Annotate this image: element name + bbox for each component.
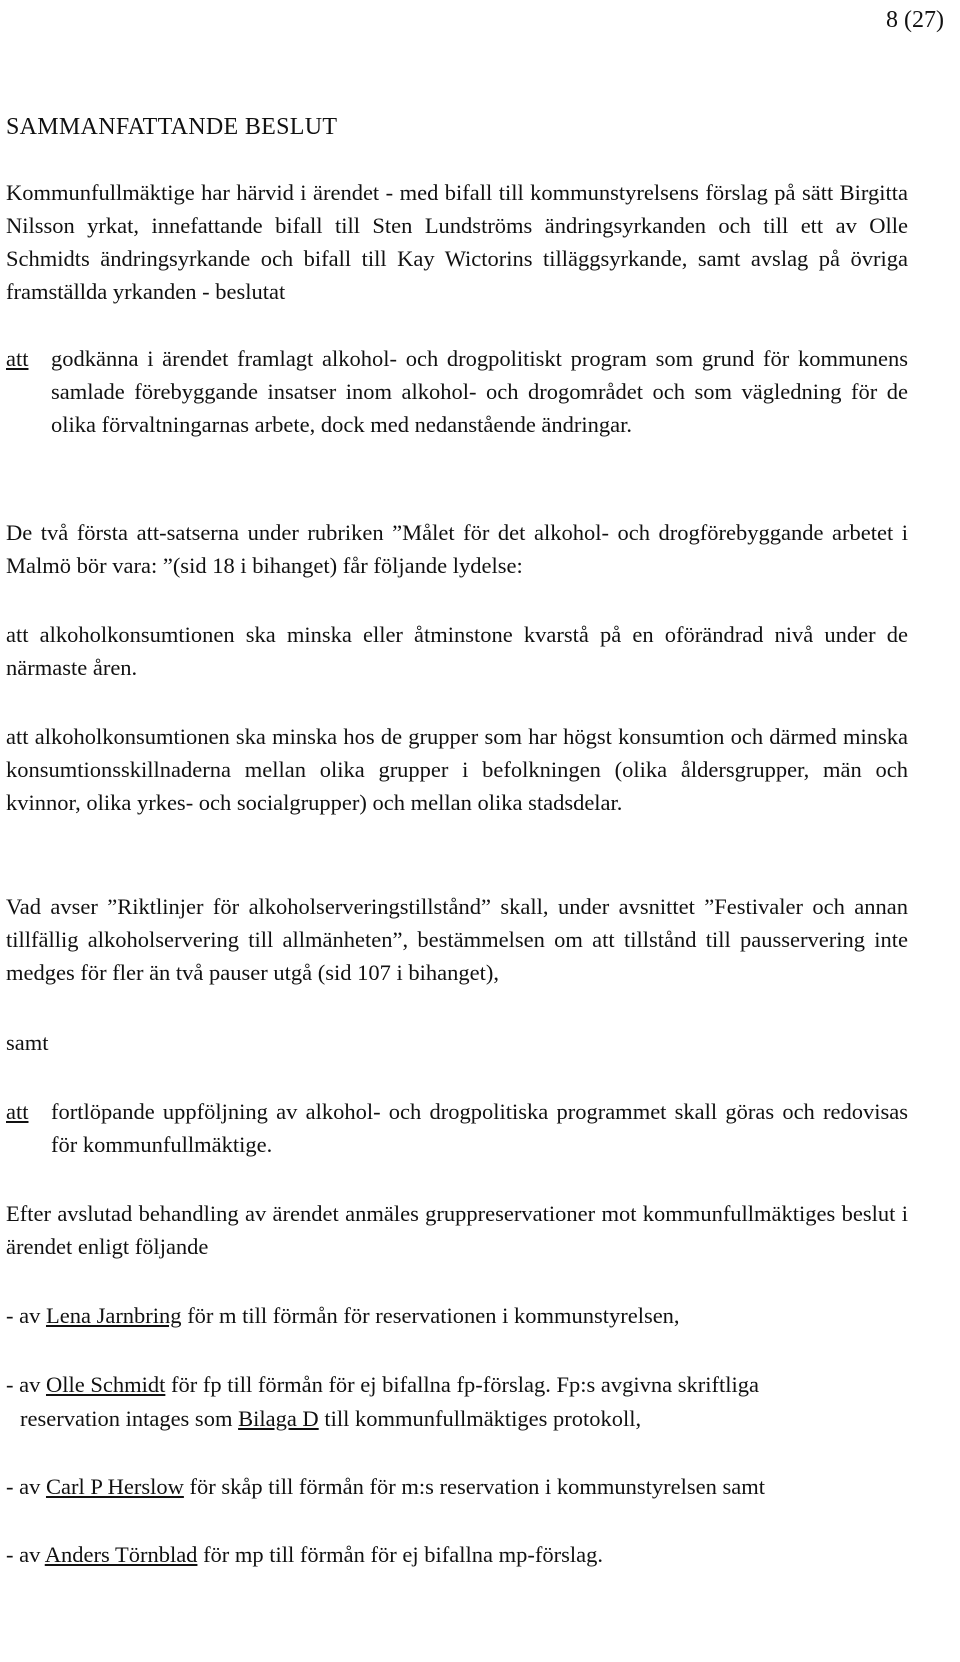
reservation-continuation: reservation intages som Bilaga D till kommunfullmäktiges protokoll, <box>20 1406 642 1431</box>
intro-paragraph: Kommunfullmäktige har härvid i ärendet - med bifall till kommunstyrelsens förslag på sätt Birgitta Nilsson yrkat, innefattande bifall till Sten Lundströms ändringsyrkanden och till ett av Olle Schmidts ändringsyrkande och bifall till Kay Wictorins tilläggsyrkande, samt avslag på övriga framställda yrkanden - beslutat <box>6 180 908 304</box>
page-number: 8 (27) <box>886 7 944 33</box>
reservant-name: Carl P Herslow <box>45 1474 184 1499</box>
reservation-item: - av Lena Jarnbring för m till förmån för reservationen i kommunstyrelsen, <box>6 1303 680 1328</box>
guidelines-paragraph: Vad avser ”Riktlinjer för alkoholserveringstillstånd” skall, under avsnittet ”Festivaler och annan tillfällig alkoholservering till allmänheten”, bestämmelsen om att tillstånd till pausservering inte medges för fler än två pauser utgå (sid 107 i bihanget), <box>6 894 908 985</box>
att-label: att <box>6 346 29 371</box>
att-clause-2: att alkoholkonsumtionen ska minska hos de grupper som har högst konsumtion och därmed minska konsumtionsskillnaderna mellan olika grupper i befolkningen (olika åldersgrupper, män och kvinnor, olika yrkes- och socialgrupper) och mellan olika stadsdelar. <box>6 724 908 815</box>
reservant-name: Olle Schmidt <box>45 1372 166 1397</box>
reservant-name: Lena Jarnbring <box>45 1303 182 1328</box>
appendix-reference: Bilaga D <box>238 1406 319 1431</box>
section-heading: SAMMANFATTANDE BESLUT <box>6 114 338 140</box>
reservant-name: Anders Törnblad <box>44 1542 198 1567</box>
reservation-item: - av Carl P Herslow för skåp till förmån för m:s reservation i kommunstyrelsen samt <box>6 1474 766 1499</box>
reservation-item: - av Anders Törnblad för mp till förmån för ej bifallna mp-förslag. <box>6 1542 603 1567</box>
amendment-paragraph: De två första att-satserna under rubriken ”Målet för det alkohol- och drogförebyggande arbetet i Malmö bör vara: ”(sid 18 i bihanget) får följande lydelse: <box>6 520 908 578</box>
decision-att-2 <box>6 1095 908 1161</box>
att-clause-1: att alkoholkonsumtionen ska minska eller åtminstone kvarstå på en oförändrad nivå under de närmaste åren. <box>6 622 908 680</box>
att-label: att <box>6 1099 29 1124</box>
decision-text-1: godkänna i ärendet framlagt alkohol- och drogpolitiskt program som grund för kommunens samlade förebyggande insatser inom alkohol- och drogområdet och som vägledning för de olika förvaltningarnas arbete, dock med nedanstående ändringar. <box>51 346 908 437</box>
decision-text-2: fortlöpande uppföljning av alkohol- och drogpolitiska programmet skall göras och redovisas för kommunfullmäktige. <box>51 1099 908 1157</box>
reservations-intro: Efter avslutad behandling av ärendet anmäles gruppreservationer mot kommunfullmäktiges beslut i ärendet enligt följande <box>6 1201 908 1259</box>
decision-att-1 <box>6 342 908 441</box>
samt-word: samt <box>6 1030 49 1055</box>
reservation-item: - av Olle Schmidt för fp till förmån för ej bifallna fp-förslag. Fp:s avgivna skriftliga <box>6 1372 759 1397</box>
